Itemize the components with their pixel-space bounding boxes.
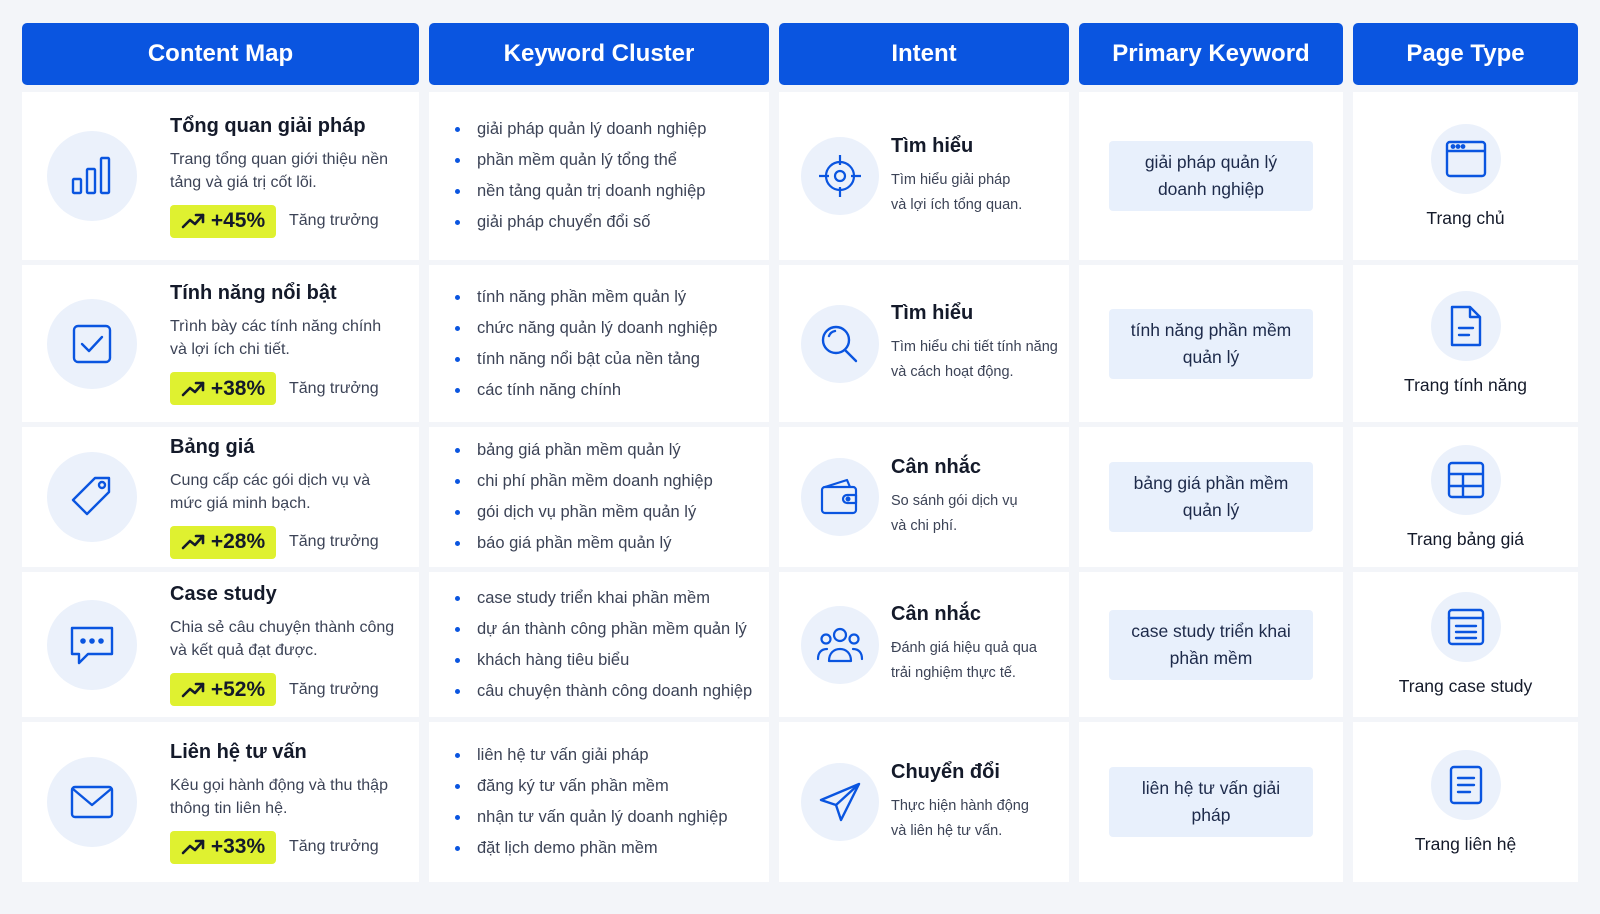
primary-keyword-cell xyxy=(1079,722,1343,887)
keyword-list xyxy=(455,740,728,864)
price-tag-icon xyxy=(47,452,137,542)
intent-desc-line: và cách hoạt động. xyxy=(891,364,1014,380)
keyword-item: nền tảng quản trị doanh nghiệp xyxy=(455,176,706,207)
keyword-item: đăng ký tư vấn phần mềm xyxy=(455,771,728,802)
header-intent: Intent xyxy=(779,23,1069,85)
intent-desc-line: Đánh giá hiệu quả qua xyxy=(891,640,1037,656)
growth-label: Tăng trưởng xyxy=(289,838,379,855)
text-document-icon xyxy=(1431,750,1501,820)
primary-keyword-cell xyxy=(1079,572,1343,722)
header-page-type: Page Type xyxy=(1353,23,1578,85)
growth-row xyxy=(170,205,402,238)
growth-label: Tăng trưởng xyxy=(289,379,379,397)
growth-row xyxy=(170,673,402,706)
content-title: Case study xyxy=(170,583,277,605)
content-description: Cung cấp các gói dịch vụ và mức giá minh bạch. xyxy=(170,471,371,512)
page-type-label: Trang tính năng xyxy=(1404,375,1527,395)
keyword-item: tính năng nổi bật của nền tảng xyxy=(455,344,717,375)
content-map-cell xyxy=(22,427,419,572)
content-map-text xyxy=(170,115,402,238)
content-map-cell xyxy=(22,265,419,427)
keyword-item: các tính năng chính xyxy=(455,375,717,406)
growth-badge xyxy=(170,831,276,864)
growth-row xyxy=(170,372,402,405)
keyword-cluster-cell xyxy=(429,92,769,265)
checkbox-icon xyxy=(47,299,137,389)
intent-title: Chuyển đổi xyxy=(891,760,1000,783)
page-type-label: Trang case study xyxy=(1398,676,1533,696)
growth-value: +28% xyxy=(210,530,266,553)
content-description: Kêu gọi hành động và thu thập thông tin liên hệ. xyxy=(170,776,388,817)
primary-keyword-chip: tính năng phần mềm quản lý xyxy=(1109,309,1313,379)
growth-value: +45% xyxy=(210,209,266,232)
intent-desc-line: Tìm hiểu giải pháp xyxy=(891,171,1011,188)
page-type-cell xyxy=(1353,92,1578,265)
growth-value: +38% xyxy=(210,376,266,400)
envelope-icon xyxy=(47,757,137,847)
keyword-cluster-cell xyxy=(429,427,769,572)
keyword-list xyxy=(455,435,713,559)
users-group-icon xyxy=(801,606,879,684)
intent-desc-line: So sánh gói dịch vụ xyxy=(891,492,1018,509)
intent-title: Tìm hiểu xyxy=(891,302,974,324)
trend-up-icon xyxy=(181,682,211,698)
primary-keyword-cell xyxy=(1079,427,1343,572)
page-type-cell xyxy=(1353,427,1578,572)
intent-cell xyxy=(779,92,1069,265)
intent-cell xyxy=(779,722,1069,887)
header-content-map: Content Map xyxy=(22,23,419,85)
trend-up-icon xyxy=(181,213,211,229)
keyword-item: tính năng phần mềm quản lý xyxy=(455,282,717,313)
growth-badge xyxy=(170,673,276,706)
intent-text xyxy=(891,135,1022,218)
bar-chart-icon xyxy=(47,131,137,221)
intent-description xyxy=(891,335,1058,385)
intent-cell xyxy=(779,572,1069,722)
keyword-item: nhận tư vấn quản lý doanh nghiệp xyxy=(455,802,728,833)
header-primary-keyword: Primary Keyword xyxy=(1079,23,1343,85)
page-type-label: Trang bảng giá xyxy=(1406,528,1525,549)
intent-title: Cân nhắc xyxy=(891,603,982,625)
intent-text xyxy=(891,456,1018,539)
intent-desc-line: và chi phí. xyxy=(891,517,958,534)
growth-badge xyxy=(170,372,276,405)
trend-up-icon xyxy=(181,839,211,855)
intent-title: Cân nhắc xyxy=(891,455,982,478)
keyword-item: dự án thành công phần mềm quản lý xyxy=(455,614,752,645)
growth-badge xyxy=(170,205,276,238)
keyword-item: case study triển khai phần mềm xyxy=(455,583,752,614)
list-document-icon xyxy=(1431,592,1501,662)
content-map-text xyxy=(170,583,402,706)
primary-keyword-chip: liên hệ tư vấn giải pháp xyxy=(1109,767,1313,837)
keyword-item: khách hàng tiêu biểu xyxy=(455,645,752,676)
intent-text xyxy=(891,302,1058,385)
keyword-list xyxy=(455,583,752,707)
intent-desc-line: trải nghiệm thực tế. xyxy=(891,665,1016,681)
chat-bubble-icon xyxy=(47,600,137,690)
intent-desc-line: và liên hệ tư vấn. xyxy=(891,822,1003,839)
trend-up-icon xyxy=(181,381,211,397)
keyword-item: giải pháp chuyển đổi số xyxy=(455,207,706,238)
keyword-item: báo giá phần mềm quản lý xyxy=(455,528,713,559)
content-map-text xyxy=(170,282,402,405)
browser-window-icon xyxy=(1431,124,1501,194)
primary-keyword-chip: giải pháp quản lý doanh nghiệp xyxy=(1109,141,1313,211)
intent-title: Tìm hiểu xyxy=(891,134,974,157)
keyword-item: liên hệ tư vấn giải pháp xyxy=(455,740,728,771)
keyword-item: chi phí phần mềm doanh nghiệp xyxy=(455,466,713,497)
intent-description xyxy=(891,794,1029,844)
intent-description xyxy=(891,168,1022,218)
content-title: Tổng quan giải pháp xyxy=(170,114,366,137)
content-map-text xyxy=(170,741,402,864)
content-title: Tính năng nổi bật xyxy=(170,282,337,304)
trend-up-icon xyxy=(181,534,211,550)
growth-value: +52% xyxy=(210,677,266,701)
growth-label: Tăng trưởng xyxy=(289,212,379,229)
primary-keyword-chip: bảng giá phần mềm quản lý xyxy=(1109,462,1313,532)
content-map-cell xyxy=(22,92,419,265)
content-description: Trang tổng quan giới thiệu nền tảng và giá trị cốt lõi. xyxy=(170,150,389,191)
content-description: Trình bày các tính năng chính và lợi ích chi tiết. xyxy=(170,318,382,358)
primary-keyword-chip: case study triển khai phần mềm xyxy=(1109,610,1313,680)
wallet-icon xyxy=(801,458,879,536)
intent-desc-line: Thực hiện hành động xyxy=(891,797,1029,814)
primary-keyword-cell xyxy=(1079,265,1343,427)
intent-cell xyxy=(779,265,1069,427)
keyword-item: phần mềm quản lý tổng thể xyxy=(455,145,706,176)
page-type-label: Trang chủ xyxy=(1426,207,1505,228)
page-type-cell xyxy=(1353,722,1578,887)
table-grid-icon xyxy=(1431,445,1501,515)
document-icon xyxy=(1431,291,1501,361)
intent-text xyxy=(891,603,1037,686)
target-icon xyxy=(801,137,879,215)
page-type-cell xyxy=(1353,265,1578,427)
content-map-table xyxy=(22,23,1578,887)
keyword-item: giải pháp quản lý doanh nghiệp xyxy=(455,114,706,145)
keyword-item: gói dịch vụ phần mềm quản lý xyxy=(455,497,713,528)
keyword-list xyxy=(455,282,717,406)
content-map-cell xyxy=(22,722,419,887)
keyword-cluster-cell xyxy=(429,572,769,722)
keyword-item: bảng giá phần mềm quản lý xyxy=(455,435,713,466)
keyword-item: chức năng quản lý doanh nghiệp xyxy=(455,313,717,344)
intent-text xyxy=(891,761,1029,844)
page-type-label: Trang liên hệ xyxy=(1414,833,1517,854)
search-icon xyxy=(801,305,879,383)
content-title: Bảng giá xyxy=(170,435,255,458)
keyword-item: câu chuyện thành công doanh nghiệp xyxy=(455,676,752,707)
growth-badge xyxy=(170,526,276,559)
content-map-text xyxy=(170,436,402,559)
growth-label: Tăng trưởng xyxy=(289,533,379,550)
intent-desc-line: Tìm hiểu chi tiết tính năng xyxy=(891,339,1058,355)
intent-description xyxy=(891,636,1037,686)
intent-cell xyxy=(779,427,1069,572)
intent-desc-line: và lợi ích tổng quan. xyxy=(891,196,1023,213)
growth-value: +33% xyxy=(210,835,266,858)
keyword-cluster-cell xyxy=(429,722,769,887)
growth-row xyxy=(170,831,402,864)
keyword-list xyxy=(455,114,706,238)
page-type-cell xyxy=(1353,572,1578,722)
keyword-cluster-cell xyxy=(429,265,769,427)
primary-keyword-cell xyxy=(1079,92,1343,265)
header-keyword-cluster: Keyword Cluster xyxy=(429,23,769,85)
growth-label: Tăng trưởng xyxy=(289,680,379,698)
intent-description xyxy=(891,489,1018,539)
growth-row xyxy=(170,526,402,559)
paper-plane-icon xyxy=(801,763,879,841)
content-title: Liên hệ tư vấn xyxy=(170,740,307,763)
keyword-item: đặt lịch demo phần mềm xyxy=(455,833,728,864)
content-description: Chia sẻ câu chuyện thành công và kết quả đạt được. xyxy=(170,619,395,659)
content-map-cell xyxy=(22,572,419,722)
